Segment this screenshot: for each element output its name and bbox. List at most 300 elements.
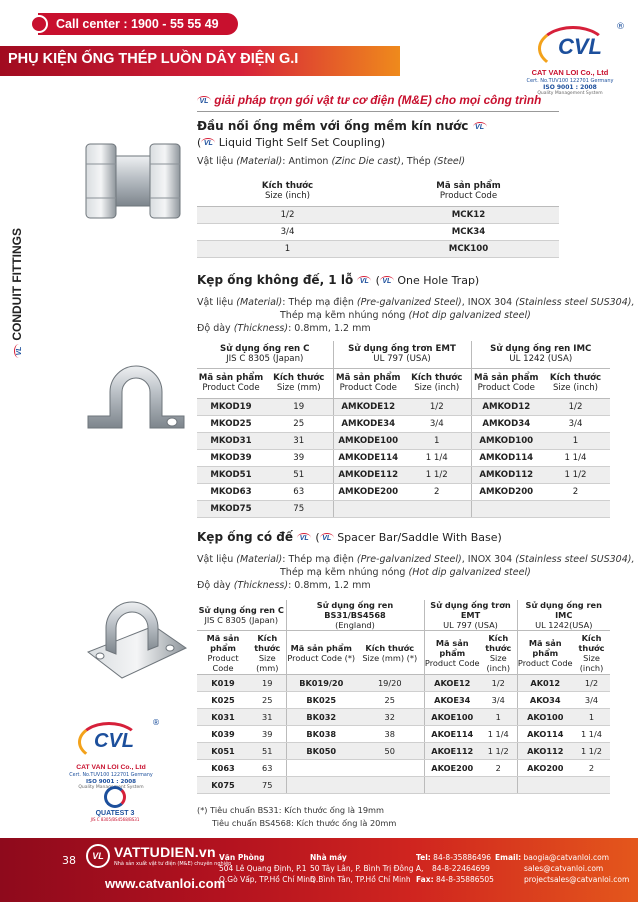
- subheader-cell: [480, 631, 517, 675]
- size-cell: 3/4: [541, 415, 610, 432]
- subheader-en: Product Code (*): [287, 652, 356, 663]
- table-row: [197, 777, 610, 794]
- size-cell: 2: [480, 760, 517, 777]
- factory-line1: 50 Tây Lân, P. Bình Trị Đông A,: [310, 864, 424, 873]
- group-cell: [286, 600, 424, 631]
- size-cell: 1/2: [197, 206, 378, 223]
- size-cell: 1 1/2: [573, 743, 610, 760]
- thickness-value: : 0.8mm, 1.2 mm: [288, 580, 371, 591]
- group-std: JIS C 8305 (Japan): [226, 354, 304, 365]
- code-cell: K063: [197, 760, 249, 777]
- table-row: [197, 223, 559, 240]
- cvl-small-logo-icon: VL: [320, 533, 334, 543]
- group-title: Sử dụng ống ren C: [198, 605, 284, 615]
- quatest-seal-icon: [104, 786, 126, 808]
- section1-table: [197, 176, 559, 258]
- subheader-en: Size: [583, 652, 600, 663]
- size-cell: 19: [249, 675, 286, 692]
- group-std: JIS C 8305 (Japan): [204, 615, 279, 625]
- size-cell: 1: [480, 709, 517, 726]
- thickness-label: Độ dày: [197, 580, 231, 591]
- code-cell: AMKODE34: [333, 415, 403, 432]
- group-cell: [197, 600, 286, 631]
- table-row: [197, 466, 610, 483]
- logo-qms: Quality Management System: [537, 91, 603, 96]
- code-cell: MKOD39: [197, 449, 265, 466]
- code-cell: AKO200: [517, 760, 573, 777]
- header-cell: [378, 176, 559, 206]
- code-cell: [333, 500, 403, 517]
- code-cell: AMKODE200: [333, 483, 403, 500]
- cvl-small-logo-icon: VL: [197, 96, 211, 106]
- subheader-vn: Mã sản phẩm: [290, 642, 352, 653]
- material-1c: , INOX 304: [461, 554, 516, 565]
- fax-value: 84-8-35886505: [435, 875, 494, 884]
- size-cell: 1: [573, 709, 610, 726]
- size-cell: 2: [573, 760, 610, 777]
- logo-cert: Cert. No.TUV100 122701 Germany: [69, 773, 153, 778]
- subheader-en: Size: [258, 652, 276, 663]
- code-cell: MKOD75: [197, 500, 265, 517]
- cvl-small-logo-icon: VL: [357, 276, 371, 286]
- material-1d: (Stainless steel SUS304),: [515, 297, 635, 308]
- code-cell: [424, 777, 480, 794]
- quatest-std: JIS C 8305/BS4568/BS31: [90, 817, 140, 822]
- size-cell: 51: [265, 466, 333, 483]
- table-group-row: [197, 600, 610, 631]
- code-cell: MCK12: [378, 206, 559, 223]
- tel-line2: 84-8-22464699: [432, 864, 490, 873]
- subheader-cell: [424, 631, 480, 675]
- subheader-vn: Kích thước: [411, 373, 463, 383]
- table-row: [197, 500, 610, 517]
- material-2a: Thép mạ kẽm nhúng nóng: [280, 567, 409, 578]
- size-cell: 39: [249, 726, 286, 743]
- side-label-text: CONDUIT FITTINGS: [10, 227, 24, 341]
- size-cell: 1 1/2: [541, 466, 610, 483]
- material-en: (Material): [236, 554, 283, 565]
- factory-line2: Q.Bình Tân, TP.Hồ Chí Minh: [310, 875, 411, 884]
- subheader-vn: Mã sản phẩm: [198, 373, 264, 383]
- registered-icon: ®: [616, 22, 625, 32]
- group-std: UL 797 (USA): [373, 354, 431, 365]
- material-value4: (Steel): [433, 156, 466, 167]
- size-cell: [356, 760, 424, 777]
- material-value2: (Zinc Die cast): [331, 156, 401, 167]
- group-title: Sử dụng ống trơn EMT: [348, 344, 456, 355]
- table-row: [197, 692, 610, 709]
- tel-label: Tel:: [416, 853, 431, 862]
- code-cell: MKOD31: [197, 432, 265, 449]
- section2-title: Kẹp ống không đế, 1 lỗ VL ( VL One Hole Trap): [197, 273, 480, 287]
- header-cell: [197, 176, 378, 206]
- group-std: (England): [335, 620, 375, 630]
- size-cell: 1 1/4: [403, 449, 471, 466]
- size-cell: 1: [197, 240, 378, 257]
- section2-thickness: [197, 323, 371, 334]
- code-cell: BK032: [286, 709, 356, 726]
- code-cell: K051: [197, 743, 249, 760]
- subheader-cell: [356, 631, 424, 675]
- code-cell: MCK34: [378, 223, 559, 240]
- size-cell: 51: [249, 743, 286, 760]
- material-1d: (Stainless steel SUS304),: [515, 554, 635, 565]
- code-cell: BK038: [286, 726, 356, 743]
- material-2b: (Hot dip galvanized steel): [408, 567, 531, 578]
- code-cell: MKOD25: [197, 415, 265, 432]
- table-row: [197, 675, 610, 692]
- size-cell: 1 1/4: [573, 726, 610, 743]
- size-cell: 1/2: [541, 398, 610, 415]
- subheader-en: Product Code: [202, 383, 260, 393]
- code-cell: [286, 760, 356, 777]
- subheader-unit: (mm): [256, 662, 279, 673]
- table-header-row: [197, 176, 559, 206]
- subheader-cell: [249, 631, 286, 675]
- section3-title: Kẹp ống có đế VL ( VL Spacer Bar/Saddle With Base): [197, 530, 502, 544]
- material-value: : Antimon: [282, 156, 332, 167]
- size-cell: 3/4: [573, 692, 610, 709]
- table-row: [197, 240, 559, 257]
- code-cell: K025: [197, 692, 249, 709]
- code-cell: AKOE114: [424, 726, 480, 743]
- size-cell: 1/2: [403, 398, 471, 415]
- section3-thickness: [197, 580, 371, 591]
- group-title: Sử dụng ống ren IMC: [490, 344, 592, 355]
- size-cell: [356, 777, 424, 794]
- subheader-vn: Kích thước: [254, 632, 281, 653]
- group-title: Sử dụng ống ren C: [220, 344, 310, 355]
- code-cell: BK025: [286, 692, 356, 709]
- table-row: [197, 432, 610, 449]
- code-cell: K031: [197, 709, 249, 726]
- call-center-text: Call center : 1900 - 55 55 49: [56, 17, 219, 31]
- thickness-value: : 0.8mm, 1.2 mm: [288, 323, 371, 334]
- subheader-cell: [573, 631, 610, 675]
- one-hole-strap-image: [80, 344, 192, 436]
- email-line2[interactable]: sales@catvanloi.com: [524, 864, 604, 873]
- quatest-title: QUATEST 3: [95, 810, 135, 817]
- subheader-cell: [197, 631, 249, 675]
- code-cell: AMKOD200: [471, 483, 541, 500]
- subheader-vn: Kích thước: [485, 632, 512, 653]
- material-1a: : Thép mạ điện: [282, 554, 357, 565]
- size-cell: 1/2: [573, 675, 610, 692]
- office-title: Văn Phòng: [219, 853, 265, 862]
- header-vn: Mã sản phẩm: [436, 180, 501, 191]
- code-cell: MCK100: [378, 240, 559, 257]
- section3-material-line2: [280, 567, 531, 578]
- size-cell: 1/2: [480, 675, 517, 692]
- footer-factory: [310, 852, 423, 885]
- quatest-badge: [85, 786, 145, 822]
- table-subheader-row: [197, 631, 610, 675]
- section1-subtitle-text: Liquid Tight Self Set Coupling): [218, 136, 386, 149]
- side-category-label: [10, 218, 24, 358]
- section2-table: [197, 341, 610, 518]
- size-cell: 63: [265, 483, 333, 500]
- code-cell: AK012: [517, 675, 573, 692]
- size-cell: 38: [356, 726, 424, 743]
- size-cell: 1: [403, 432, 471, 449]
- logo-cert: Cert. No.TUV100 122701 Germany: [526, 78, 614, 84]
- tel-line1: 84-8-35886496: [433, 853, 492, 862]
- email-line1[interactable]: baogia@catvanloi.com: [523, 853, 610, 862]
- website-link[interactable]: www.catvanloi.com: [105, 876, 226, 891]
- subheader-vn: Kích thước: [578, 632, 605, 653]
- code-cell: K039: [197, 726, 249, 743]
- code-cell: AKO112: [517, 743, 573, 760]
- code-cell: AKO34: [517, 692, 573, 709]
- material-en: (Material): [236, 156, 283, 167]
- subheader-en: Size: [489, 652, 507, 663]
- footer-email: [495, 852, 629, 885]
- subheader-vn: Mã sản phẩm: [435, 637, 469, 658]
- code-cell: AMKOD114: [471, 449, 541, 466]
- thickness-en: (Thickness): [233, 580, 289, 591]
- subheader-unit: (inch): [486, 662, 511, 673]
- table-row: [197, 743, 610, 760]
- subheader-en: Product Code: [207, 652, 239, 673]
- header-en: Product Code: [439, 190, 498, 201]
- vattudien-name: VATTUDIEN.vn: [114, 844, 216, 860]
- section1-title: [197, 119, 487, 133]
- group-cell: [197, 341, 333, 368]
- size-cell: 2: [403, 483, 471, 500]
- code-cell: AKOE12: [424, 675, 480, 692]
- page-title: PHỤ KIỆN ỐNG THÉP LUỒN DÂY ĐIỆN G.I: [8, 51, 299, 67]
- email-label: Email:: [495, 853, 522, 862]
- size-cell: [403, 500, 471, 517]
- subheader-vn: Kích thước: [273, 373, 325, 383]
- tagline-divider: [197, 111, 559, 112]
- group-std: UL 1242 (USA): [509, 354, 573, 365]
- subheader-cell: [333, 368, 403, 398]
- section2-material-line2: [280, 310, 531, 321]
- subheader-vn: Mã sản phẩm: [528, 637, 562, 658]
- section2-subtitle-text: One Hole Trap): [397, 274, 480, 287]
- subheader-vn: Mã sản phẩm: [206, 632, 240, 653]
- cvl-small-logo-icon: VL: [201, 138, 215, 148]
- subheader-en: Size (inch): [414, 383, 460, 393]
- coupling-product-image: [82, 134, 187, 230]
- code-cell: AMKOD100: [471, 432, 541, 449]
- header-vn: Kích thước: [261, 180, 314, 191]
- size-cell: 31: [265, 432, 333, 449]
- table-group-row: [197, 341, 610, 368]
- size-cell: [541, 500, 610, 517]
- registered-icon: ®: [152, 718, 160, 727]
- size-cell: 3/4: [403, 415, 471, 432]
- code-cell: AMKOD112: [471, 466, 541, 483]
- code-cell: [286, 777, 356, 794]
- thickness-en: (Thickness): [233, 323, 289, 334]
- code-cell: AMKODE112: [333, 466, 403, 483]
- footnote-2: Tiêu chuẩn BS4568: Kích thước ống là 20mm: [212, 818, 397, 828]
- subheader-en: Product Code: [517, 657, 573, 668]
- subheader-cell: [517, 631, 573, 675]
- footer-office: [219, 852, 315, 885]
- subheader-en: Size (mm): [276, 383, 321, 393]
- material-1b: (Pre-galvanized Steel): [356, 297, 462, 308]
- logo-company: CAT VAN LOI Co., Ltd: [76, 764, 146, 771]
- code-cell: AMKODE114: [333, 449, 403, 466]
- size-cell: 1 1/4: [480, 726, 517, 743]
- logo-mark: CVL: [558, 34, 602, 59]
- code-cell: AKOE112: [424, 743, 480, 760]
- thickness-label: Độ dày: [197, 323, 231, 334]
- logo-mark: CVL: [94, 730, 134, 752]
- group-std: UL 1242(USA): [535, 620, 593, 630]
- code-cell: MKOD51: [197, 466, 265, 483]
- office-line1: 504 Lê Quang Định, P.1: [219, 864, 307, 873]
- table-row: [197, 449, 610, 466]
- table-row: [197, 483, 610, 500]
- subheader-cell: [265, 368, 333, 398]
- table-row: [197, 726, 610, 743]
- group-cell: [333, 341, 471, 368]
- page-number: 38: [62, 854, 76, 867]
- code-cell: AMKOD12: [471, 398, 541, 415]
- section3-material-line1: [197, 554, 635, 565]
- group-cell: [517, 600, 610, 631]
- code-cell: K019: [197, 675, 249, 692]
- code-cell: MKOD63: [197, 483, 265, 500]
- code-cell: [471, 500, 541, 517]
- material-1b: (Pre-galvanized Steel): [356, 554, 462, 565]
- footer-phone: [416, 852, 494, 885]
- material-label: Vật liệu: [197, 554, 234, 565]
- material-2a: Thép mạ kẽm nhúng nóng: [280, 310, 409, 321]
- size-cell: 2: [541, 483, 610, 500]
- cvl-small-logo-icon: VL: [297, 533, 311, 543]
- group-title: Sử dụng ống ren IMC: [525, 600, 602, 620]
- code-cell: AKO114: [517, 726, 573, 743]
- subheader-en: Size (inch): [552, 383, 599, 393]
- material-1a: : Thép mạ điện: [282, 297, 357, 308]
- size-cell: 19: [265, 398, 333, 415]
- vattudien-mark-icon: VL: [86, 844, 110, 868]
- subheader-en: Product Code: [424, 657, 480, 668]
- size-cell: 31: [249, 709, 286, 726]
- cvl-small-logo-icon: VL: [14, 344, 24, 358]
- group-std: UL 797 (USA): [443, 620, 498, 630]
- material-label: Vật liệu: [197, 297, 234, 308]
- group-cell: [424, 600, 517, 631]
- code-cell: K075: [197, 777, 249, 794]
- code-cell: AKOE200: [424, 760, 480, 777]
- size-cell: 63: [249, 760, 286, 777]
- code-cell: AMKODE12: [333, 398, 403, 415]
- subheader-vn: Kích thước: [365, 642, 415, 653]
- code-cell: MKOD19: [197, 398, 265, 415]
- size-cell: [480, 777, 517, 794]
- size-cell: 25: [265, 415, 333, 432]
- call-center-badge: [38, 13, 238, 35]
- office-line2: Q.Gò Vấp, TP.Hồ Chí Minh: [219, 875, 315, 884]
- fax-label: Fax:: [416, 875, 434, 884]
- subheader-vn: Mã sản phẩm: [474, 373, 539, 383]
- vattudien-sub: Nhà sản xuất vật tư điện (M&E) chuyên nghiệp: [114, 861, 232, 867]
- table-row: [197, 206, 559, 223]
- subheader-en: Size (mm) (*): [362, 652, 418, 663]
- size-cell: [573, 777, 610, 794]
- table-row: [197, 760, 610, 777]
- material-2b: (Hot dip galvanized steel): [408, 310, 531, 321]
- subheader-cell: [403, 368, 471, 398]
- section1-material: [197, 156, 465, 167]
- table-row: [197, 415, 610, 432]
- logo-iso: ISO 9001 : 2008: [85, 779, 137, 785]
- size-cell: 50: [356, 743, 424, 760]
- logo-qms: Quality Management System: [78, 785, 144, 790]
- section1-subtitle: ( VL Liquid Tight Self Set Coupling): [197, 136, 386, 149]
- section1-title-text: Đầu nối ống mềm với ống mềm kín nước: [197, 119, 469, 133]
- vattudien-logo: [86, 844, 232, 868]
- cvl-small-logo-icon: VL: [380, 276, 394, 286]
- subheader-cell: [286, 631, 356, 675]
- table-row: [197, 398, 610, 415]
- size-cell: 75: [265, 500, 333, 517]
- size-cell: 3/4: [480, 692, 517, 709]
- email-line3[interactable]: projectsales@catvanloi.com: [524, 875, 630, 884]
- size-cell: 19/20: [356, 675, 424, 692]
- material-en: (Material): [236, 297, 283, 308]
- section3-subtitle-text: Spacer Bar/Saddle With Base): [337, 531, 502, 544]
- section2-material-line1: [197, 297, 635, 308]
- tagline: [197, 93, 559, 107]
- table-row: [197, 709, 610, 726]
- table-subheader-row: [197, 368, 610, 398]
- footer: [0, 838, 638, 902]
- size-cell: 1 1/4: [541, 449, 610, 466]
- header-en: Size (inch): [264, 190, 311, 201]
- section3-title-text: Kẹp ống có đế: [197, 530, 294, 544]
- factory-title: Nhà máy: [310, 853, 347, 862]
- code-cell: AKO100: [517, 709, 573, 726]
- size-cell: 3/4: [197, 223, 378, 240]
- footnote-1: (*) Tiêu chuẩn BS31: Kích thước ống là 19mm: [197, 805, 384, 815]
- size-cell: 1: [541, 432, 610, 449]
- code-cell: AKOE100: [424, 709, 480, 726]
- subheader-en: Product Code: [477, 383, 535, 393]
- group-cell: [471, 341, 610, 368]
- code-cell: AKOE34: [424, 692, 480, 709]
- size-cell: 75: [249, 777, 286, 794]
- material-1c: , INOX 304: [461, 297, 516, 308]
- size-cell: 1 1/2: [403, 466, 471, 483]
- logo-iso: ISO 9001 : 2008: [543, 84, 597, 91]
- size-cell: 1 1/2: [480, 743, 517, 760]
- phone-bubble-icon: [30, 15, 48, 33]
- code-cell: AMKOD34: [471, 415, 541, 432]
- size-cell: 32: [356, 709, 424, 726]
- subheader-en: Product Code: [339, 383, 397, 393]
- code-cell: AMKODE100: [333, 432, 403, 449]
- size-cell: 39: [265, 449, 333, 466]
- size-cell: 25: [356, 692, 424, 709]
- size-cell: 25: [249, 692, 286, 709]
- group-title: Sử dụng ống ren BS31/BS4568: [316, 600, 394, 620]
- subheader-vn: Mã sản phẩm: [336, 373, 401, 383]
- logo-company: CAT VAN LOI Co., Ltd: [531, 68, 609, 77]
- subheader-vn: Kích thước: [549, 373, 602, 383]
- group-title: Sử dụng ống trơn EMT: [430, 600, 511, 620]
- subheader-cell: [197, 368, 265, 398]
- cvl-small-logo-icon: VL: [473, 122, 487, 132]
- section2-title-text: Kẹp ống không đế, 1 lỗ: [197, 273, 354, 287]
- code-cell: [517, 777, 573, 794]
